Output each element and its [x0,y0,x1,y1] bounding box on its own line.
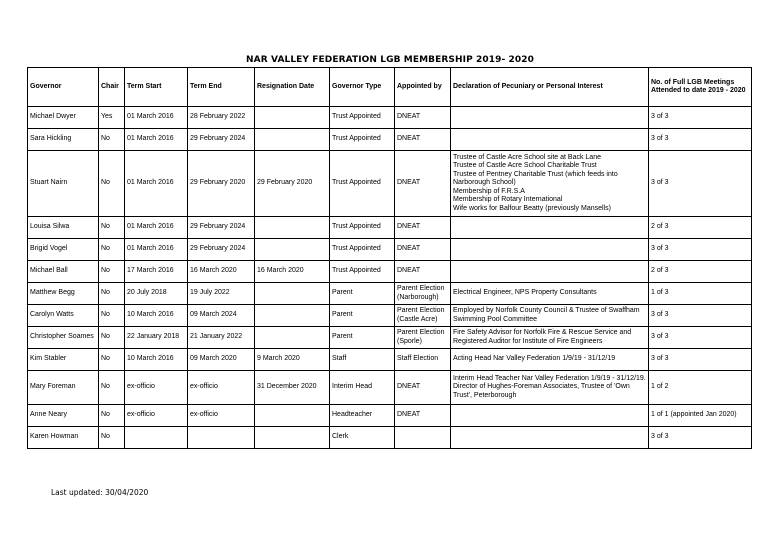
cell-resignation-date [255,283,330,305]
cell-term-start: 01 March 2016 [125,107,188,129]
cell-term-end: 29 February 2020 [188,151,255,217]
cell-governor-type: Clerk [330,427,395,449]
cell-chair: Yes [99,107,125,129]
cell-governor: Sara Hickling [28,129,99,151]
header-term-start: Term Start [125,68,188,107]
cell-declaration [451,217,649,239]
cell-governor: Matthew Begg [28,283,99,305]
cell-term-start: 01 March 2016 [125,239,188,261]
cell-governor: Anne Neary [28,405,99,427]
cell-appointed-by: DNEAT [395,217,451,239]
document-title: NAR VALLEY FEDERATION LGB MEMBERSHIP 2019- 2020 [246,55,534,65]
table-row [28,217,752,239]
cell-declaration: Electrical Engineer, NPS Property Consultants [451,283,649,305]
cell-declaration: Employed by Norfolk County Council & Trustee of Swaffham Swimming Pool Committee [451,305,649,327]
cell-governor: Karen Howman [28,427,99,449]
cell-term-end: 28 February 2022 [188,107,255,129]
cell-resignation-date: 9 March 2020 [255,349,330,371]
cell-term-start: 10 March 2016 [125,349,188,371]
cell-governor: Louisa Silwa [28,217,99,239]
header-row [28,68,752,107]
header-governor-type: Governor Type [330,68,395,107]
cell-appointed-by: DNEAT [395,405,451,427]
cell-declaration: Fire Safety Advisor for Norfolk Fire & Rescue Service and Registered Auditor for Institute of Fire Engineers [451,327,649,349]
cell-appointed-by: DNEAT [395,239,451,261]
cell-appointed-by: DNEAT [395,371,451,405]
cell-chair: No [99,405,125,427]
cell-governor-type: Parent [330,283,395,305]
cell-term-start: 20 July 2018 [125,283,188,305]
cell-governor-type: Staff [330,349,395,371]
cell-governor-type: Trust Appointed [330,129,395,151]
cell-meetings-attended: 3 of 3 [649,107,752,129]
table-row [28,283,752,305]
cell-appointed-by: Parent Election (Narborough) [395,283,451,305]
cell-chair: No [99,217,125,239]
cell-meetings-attended: 3 of 3 [649,427,752,449]
cell-governor: Michael Dwyer [28,107,99,129]
cell-resignation-date: 16 March 2020 [255,261,330,283]
header-governor: Governor [28,68,99,107]
cell-governor-type: Trust Appointed [330,239,395,261]
cell-governor-type: Trust Appointed [330,261,395,283]
table-row [28,327,752,349]
cell-declaration [451,427,649,449]
cell-declaration [451,107,649,129]
cell-chair: No [99,151,125,217]
cell-chair: No [99,371,125,405]
cell-declaration [451,261,649,283]
cell-governor-type: Trust Appointed [330,107,395,129]
cell-declaration: Trustee of Castle Acre School site at Back Lane Trustee of Castle Acre School Charitable Trust Trustee of Pentney Charitable Trust (which feeds into Narborough School) Membership of F.R.S.A Membership of Rotary International Wife works for Balfour Beatty (previously Mansells) [451,151,649,217]
table-row [28,107,752,129]
cell-resignation-date [255,217,330,239]
cell-resignation-date: 29 February 2020 [255,151,330,217]
cell-governor: Brigid Vogel [28,239,99,261]
cell-resignation-date [255,239,330,261]
cell-governor: Michael Ball [28,261,99,283]
cell-declaration: Acting Head Nar Valley Federation 1/9/19 - 31/12/19 [451,349,649,371]
cell-chair: No [99,327,125,349]
cell-term-end: ex-officio [188,371,255,405]
cell-term-start: 22 January 2018 [125,327,188,349]
table-row [28,371,752,405]
cell-term-end: ex-officio [188,405,255,427]
cell-meetings-attended: 3 of 3 [649,349,752,371]
cell-term-start: ex-officio [125,371,188,405]
cell-resignation-date: 31 December 2020 [255,371,330,405]
cell-term-end: 21 January 2022 [188,327,255,349]
header-resignation-date: Resignation Date [255,68,330,107]
cell-term-start: 01 March 2016 [125,217,188,239]
cell-term-end: 29 February 2024 [188,129,255,151]
cell-chair: No [99,427,125,449]
cell-meetings-attended: 3 of 3 [649,151,752,217]
cell-resignation-date [255,107,330,129]
header-term-end: Term End [188,68,255,107]
cell-term-end: 16 March 2020 [188,261,255,283]
table-row [28,349,752,371]
cell-meetings-attended: 1 of 3 [649,283,752,305]
table-row [28,305,752,327]
cell-term-end: 09 March 2020 [188,349,255,371]
cell-meetings-attended: 3 of 3 [649,327,752,349]
cell-appointed-by: DNEAT [395,107,451,129]
cell-meetings-attended: 3 of 3 [649,129,752,151]
last-updated-note: Last updated: 30/04/2020 [51,488,149,497]
cell-appointed-by: DNEAT [395,151,451,217]
cell-meetings-attended: 3 of 3 [649,305,752,327]
cell-declaration [451,129,649,151]
cell-governor-type: Interim Head [330,371,395,405]
cell-term-end: 29 February 2024 [188,239,255,261]
cell-appointed-by [395,427,451,449]
cell-chair: No [99,349,125,371]
cell-term-end: 19 July 2022 [188,283,255,305]
cell-term-end: 09 March 2024 [188,305,255,327]
cell-governor: Carolyn Watts [28,305,99,327]
cell-appointed-by: DNEAT [395,261,451,283]
cell-appointed-by: DNEAT [395,129,451,151]
membership-table [27,67,752,449]
cell-chair: No [99,261,125,283]
cell-meetings-attended: 1 of 1 (appointed Jan 2020) [649,405,752,427]
cell-governor-type: Trust Appointed [330,217,395,239]
cell-term-start: ex-officio [125,405,188,427]
cell-resignation-date [255,427,330,449]
cell-chair: No [99,129,125,151]
cell-resignation-date [255,327,330,349]
cell-meetings-attended: 1 of 2 [649,371,752,405]
cell-resignation-date [255,129,330,151]
header-chair: Chair [99,68,125,107]
cell-term-end [188,427,255,449]
table-row [28,405,752,427]
cell-appointed-by: Staff Election [395,349,451,371]
table-row [28,427,752,449]
cell-chair: No [99,305,125,327]
cell-term-end: 29 February 2024 [188,217,255,239]
cell-governor: Kim Stabler [28,349,99,371]
table-row [28,261,752,283]
cell-meetings-attended: 2 of 3 [649,261,752,283]
cell-appointed-by: Parent Election (Sporle) [395,327,451,349]
cell-chair: No [99,239,125,261]
cell-governor: Christopher Soames [28,327,99,349]
table-row [28,239,752,261]
header-meetings-attended: No. of Full LGB Meetings Attended to date 2019 - 2020 [649,68,752,107]
cell-meetings-attended: 2 of 3 [649,217,752,239]
cell-chair: No [99,283,125,305]
header-declaration: Declaration of Pecuniary or Personal Interest [451,68,649,107]
cell-declaration [451,239,649,261]
cell-declaration: Interim Head Teacher Nar Valley Federation 1/9/19 - 31/12/19. Director of Hughes-Foreman Associates, Trustee of 'Own Trust', Peterborough [451,371,649,405]
cell-governor: Mary Foreman [28,371,99,405]
table-row [28,151,752,217]
cell-resignation-date [255,405,330,427]
cell-term-start: 17 March 2016 [125,261,188,283]
cell-term-start [125,427,188,449]
cell-governor-type: Parent [330,327,395,349]
cell-governor: Stuart Nairn [28,151,99,217]
cell-governor-type: Headteacher [330,405,395,427]
cell-appointed-by: Parent Election (Castle Acre) [395,305,451,327]
cell-term-start: 01 March 2016 [125,129,188,151]
cell-meetings-attended: 3 of 3 [649,239,752,261]
cell-declaration [451,405,649,427]
table-row [28,129,752,151]
cell-term-start: 10 March 2016 [125,305,188,327]
cell-resignation-date [255,305,330,327]
cell-governor-type: Parent [330,305,395,327]
cell-governor-type: Trust Appointed [330,151,395,217]
header-appointed-by: Appointed by [395,68,451,107]
cell-term-start: 01 March 2016 [125,151,188,217]
